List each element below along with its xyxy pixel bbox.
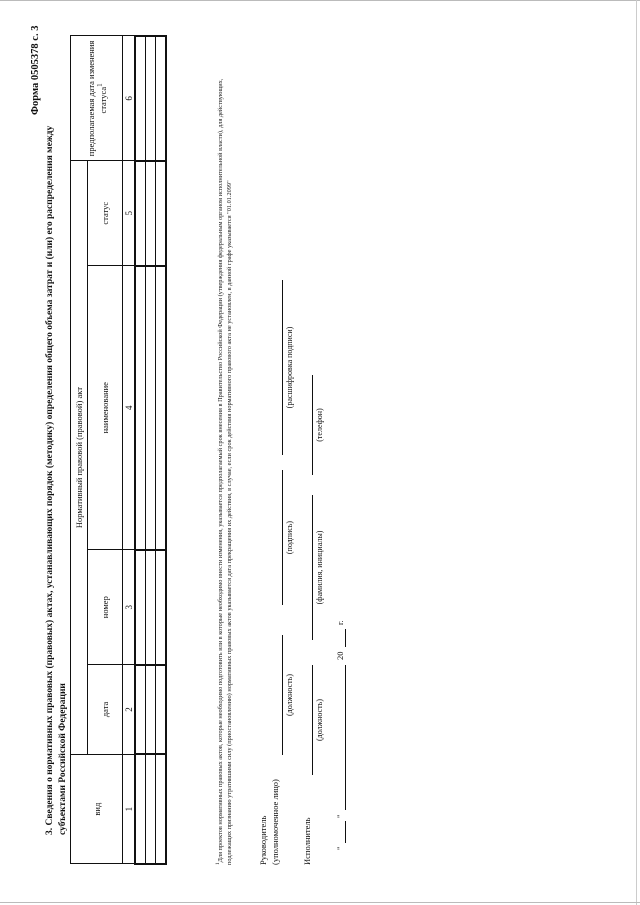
table-cell[interactable] xyxy=(146,36,156,161)
section-title: 3. Сведения о нормативных правовых (правовых) актах, устанавливающих порядок (методику) определения общего объема затрат и (или) его распределения между субъектами Российской Федерации xyxy=(45,125,68,835)
col-number-1: 1 xyxy=(123,754,136,864)
table-cell[interactable] xyxy=(156,550,167,665)
footnote xyxy=(214,45,234,865)
col-header-name: наименование xyxy=(88,266,123,550)
col-number-3: 3 xyxy=(123,550,136,665)
head-signature-line[interactable] xyxy=(282,470,283,605)
table-cell[interactable] xyxy=(135,665,146,755)
form-code: Форма 0505378 с. 3 xyxy=(30,25,41,115)
table-cell[interactable] xyxy=(135,266,146,550)
head-signature-caption: (подпись) xyxy=(285,520,294,555)
executor-name-caption: (фамилия, инициалы) xyxy=(315,530,324,605)
col-number-2: 2 xyxy=(123,665,136,755)
footnote-number: 1 xyxy=(215,862,221,865)
table-cell[interactable] xyxy=(146,161,156,266)
table-cell[interactable] xyxy=(135,550,146,665)
head-label: Руководитель xyxy=(258,815,268,865)
col-header-status: статус xyxy=(88,161,123,266)
table-cell[interactable] xyxy=(156,161,167,266)
table-row xyxy=(146,36,156,864)
col-number-5: 5 xyxy=(123,161,136,266)
table-cell[interactable] xyxy=(156,754,167,864)
head-position-line[interactable] xyxy=(282,635,283,755)
table-cell[interactable] xyxy=(146,754,156,864)
footnote-text: Для проектов нормативных правовых актов, которые необходимо подготовить или в которые необходимо внести изменения, указывается предполагаемый срок внесения в Правительство Российской Федерации (утверждения федеральным органом исполнительной власти), для действующих, подлежащих признанию утратившими силу (приостановлению) нормативных правовых актов указывается дата прекращения их действия, в случае, если срок действия нормативного правового акта не установлен, в данной графе указывается "01.01.2099" xyxy=(217,78,234,865)
date-year-suffix: г. xyxy=(335,620,345,625)
col-number-4: 4 xyxy=(123,266,136,550)
date-quote-open: " xyxy=(335,846,345,850)
table-cell[interactable] xyxy=(156,665,167,755)
group-header-act: Нормативный правовой (правовой) акт xyxy=(71,161,88,754)
col-header-date: дата xyxy=(88,665,123,755)
table-cell[interactable] xyxy=(156,266,167,550)
table-cell[interactable] xyxy=(156,36,167,161)
date-day-line[interactable] xyxy=(345,821,346,843)
table-row xyxy=(156,36,167,864)
date-century: 20 xyxy=(335,651,345,660)
footnote-mark: 1 xyxy=(95,83,104,87)
head-decoding-line[interactable] xyxy=(282,280,283,455)
table-cell[interactable] xyxy=(146,550,156,665)
table-cell[interactable] xyxy=(146,665,156,755)
normative-acts-table xyxy=(70,35,167,865)
executor-position-line[interactable] xyxy=(312,665,313,775)
col-header-expected-date-label: предполагаемая дата изменения статуса xyxy=(85,40,108,157)
date-quote-close: " xyxy=(335,814,345,818)
col-header-number: номер xyxy=(88,550,123,665)
table-cell[interactable] xyxy=(146,266,156,550)
executor-position-caption: (должность) xyxy=(315,699,324,741)
table-row xyxy=(135,36,146,864)
col-number-6: 6 xyxy=(123,36,136,161)
executor-label: Исполнитель xyxy=(302,817,312,865)
table-cell[interactable] xyxy=(135,161,146,266)
head-label-authorized: (уполномоченное лицо) xyxy=(270,779,280,865)
head-position-caption: (должность) xyxy=(285,674,294,716)
table-cell[interactable] xyxy=(135,754,146,864)
head-decoding-caption: (расшифровка подписи) xyxy=(285,326,294,409)
date-month-line[interactable] xyxy=(345,665,346,810)
date-year-line[interactable] xyxy=(345,629,346,647)
executor-phone-caption: (телефон) xyxy=(315,408,324,442)
executor-name-line[interactable] xyxy=(312,495,313,640)
table-cell[interactable] xyxy=(135,36,146,161)
col-header-expected-date xyxy=(71,36,123,161)
executor-phone-line[interactable] xyxy=(312,375,313,475)
col-header-type: вид xyxy=(71,754,123,864)
